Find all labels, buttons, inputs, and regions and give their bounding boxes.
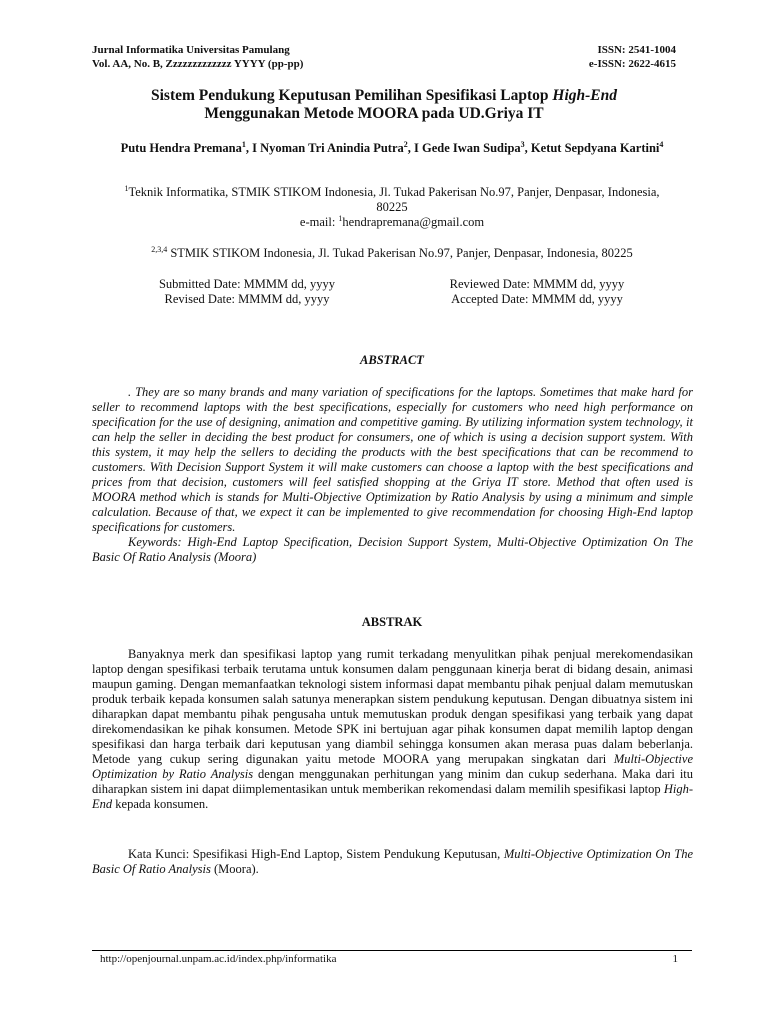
title-line2: Menggunakan Metode MOORA pada UD.Griya IT: [204, 105, 544, 122]
keywords-label: Keywords: [128, 535, 178, 549]
abstrak-body: [92, 647, 693, 812]
paper-title: [92, 87, 676, 123]
issn: ISSN: 2541-1004: [597, 44, 676, 56]
author-3: , I Gede Iwan Sudipa: [407, 141, 521, 155]
footer-url[interactable]: http://openjournal.unpam.ac.id/index.php/informatika: [100, 953, 337, 965]
affiliation-1-sup: 1: [124, 183, 129, 193]
author-4-sup: 4: [659, 139, 664, 149]
kata-kunci-italic: Multi-Objective Optimization On The Basic Of Ratio Analysis: [92, 847, 693, 876]
title-italic: High-End: [552, 87, 617, 104]
author-3-sup: 3: [520, 139, 525, 149]
author-2-sup: 2: [403, 139, 408, 149]
author-1: Putu Hendra Premana: [120, 141, 242, 155]
kata-kunci-a: Kata Kunci: Spesifikasi High-End Laptop, Sistem Pendukung Keputusan,: [128, 847, 504, 861]
keywords-text: : High-End Laptop Specification, Decision Support System, Multi-Objective Optimization On The Basic Of Ratio Analysis (Moora): [92, 535, 693, 564]
abstract-keywords: [92, 535, 693, 565]
page-footer: [100, 952, 678, 966]
abstract-text: . They are so many brands and many variation of specifications for the laptops. Sometimes that make hard for seller to recommend laptops with the best specifications, especially for customers who need high performance on specification for the use of designing, animation and competitive gaming. By utilizing information system technology, it can help the seller in deciding the best product for consumers, one of which is using a decision support system. With this system, it may help the sellers to deciding the products with the best specifications that can be recommend to customers. With Decision Support System it will make customers can choose a laptop with the best specifications and prices from that decision, customers will feel satisfied shopping at the Griya IT store. Method that often used is MOORA method which is stands for Multi-Objective Optimization by Ratio Analysis by using a minimum and simple calculation. Because of that, we expect it can be implemented to give recommendation for choosing High-End laptop specifications for customers.: [92, 385, 693, 534]
affiliation-2-text: STMIK STIKOM Indonesia, Jl. Tukad Pakerisan No.97, Panjer, Denpasar, Indonesia, 80225: [167, 246, 633, 260]
author-list: [92, 140, 692, 156]
abstrak-text: [92, 647, 693, 812]
affiliation-2-sup: 2,3,4: [151, 244, 168, 254]
abstrak-text-b: dengan menggunakan perhitungan yang minim dan cukup sederhana. Maka dari itu diharapkan sistem ini dapat diimplementasikan untuk memberikan rekomendasi dalam memilih spesifikasi laptop: [92, 767, 694, 796]
kata-kunci-text: [92, 847, 693, 877]
volume-info: Vol. AA, No. B, Zzzzzzzzzzzzz YYYY (pp-pp): [92, 58, 304, 70]
email-label: e-mail:: [299, 215, 339, 229]
kata-kunci: [92, 847, 693, 877]
page-number: 1: [672, 953, 678, 965]
affiliation-2: [92, 246, 692, 261]
abstrak-text-italic-2: High-End: [92, 782, 693, 811]
kata-kunci-b: (Moora).: [210, 862, 259, 876]
title-line1: Sistem Pendukung Keputusan Pemilihan Spesifikasi Laptop: [151, 87, 553, 104]
revised-date: Revised Date: MMMM dd, yyyy: [164, 292, 330, 306]
affiliation-1-text: Teknik Informatika, STMIK STIKOM Indonesia, Jl. Tukad Pakerisan No.97, Panjer, Denpasar, Indonesia, 80225: [128, 185, 660, 214]
author-1-sup: 1: [241, 139, 246, 149]
author-2: , I Nyoman Tri Anindia Putra: [245, 141, 404, 155]
journal-name: Jurnal Informatika Universitas Pamulang: [92, 44, 290, 56]
abstrak-text-c: kepada konsumen.: [112, 797, 209, 811]
footer-rule: [92, 950, 692, 951]
abstract-body: [92, 385, 693, 565]
submitted-date: Submitted Date: MMMM dd, yyyy: [158, 277, 336, 291]
abstrak-heading: ABSTRAK: [361, 615, 423, 629]
abstrak-text-a: Banyaknya merk dan spesifikasi laptop yang rumit terkadang menyulitkan pihak penjual merekomendasikan laptop dengan spesifikasi terbaik terutama untuk konsumen dalam penggunaan kinerja berat di bidang desain, animasi maupun gaming. Dengan memanfaatkan teknologi sistem informasi dapat membantu pihak penjual dalam memutuskan produk terbaik kepada konsumen salah satunya menerapkan sistem pendukung keputusan. Dengan dibuatnya sistem ini diharapkan dapat membantu pihak pengusaha untuk memutuskan produk dengan spesifikasi yang terbaik yang dapat direkomendasikan ke pihak konsumen. Metode SPK ini bertujuan agar pihak konsumen dapat memilih laptop dengan spesifikasi dan harga terbaik dari keputusan yang diambil sehingga konsumen akan merasa puas dalam beberlanja. Metode yang cukup sering digunakan yaitu metode MOORA yang merupakan singkatan dari: [92, 647, 693, 766]
reviewed-date: Reviewed Date: MMMM dd, yyyy: [449, 277, 625, 291]
abstract-heading: ABSTRACT: [360, 353, 424, 367]
author-4: , Ketut Sepdyana Kartini: [524, 141, 660, 155]
abstrak-text-italic: Multi-Objective Optimization by Ratio Analysis: [92, 752, 693, 781]
email-address: hendrapremana@gmail.com: [342, 215, 485, 229]
affiliation-1: [92, 185, 692, 230]
eissn: e-ISSN: 2622-4615: [588, 58, 676, 70]
email-sup: 1: [338, 213, 343, 223]
accepted-date: Accepted Date: MMMM dd, yyyy: [451, 292, 623, 306]
